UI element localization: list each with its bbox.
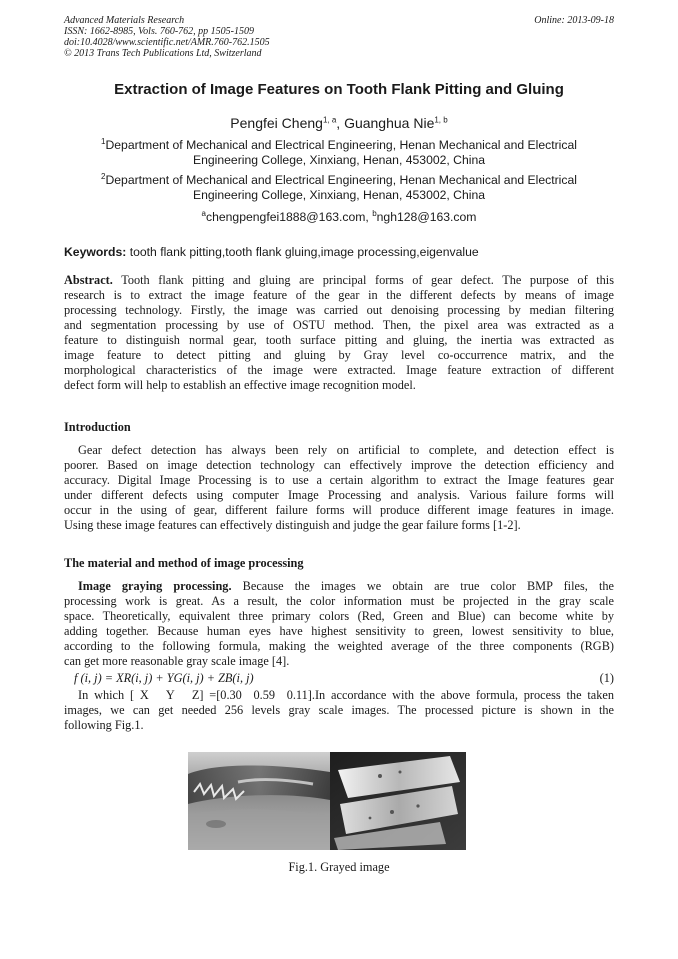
abstract-line-1	[64, 273, 614, 287]
introduction-heading: Introduction	[64, 420, 131, 434]
abstract-line-8: defect form will help to establish an effective image recognition model.	[64, 378, 416, 392]
copyright-line: © 2013 Trans Tech Publications Ltd, Switzerland	[64, 48, 262, 59]
author-sep: ,	[336, 115, 345, 131]
affiliation-1-line1: Department of Mechanical and Electrical Engineering, Henan Mechanical and Electrical	[105, 138, 577, 152]
author-1-sup: 1, a	[322, 115, 337, 125]
abstract-text-1: Tooth flank pitting and gluing are principal forms of gear defect. The purpose of this	[112, 273, 614, 287]
affiliation-2-line1: Department of Mechanical and Electrical Engineering, Henan Mechanical and Electrical	[105, 173, 577, 187]
intro-line-3: accuracy. Digital Image Processing is to use a certain algorithm to extract the Image features gear	[64, 473, 614, 487]
affiliation-1	[0, 138, 678, 168]
method-line-2: processing work is great. As a result, the color information must be projected in the gray scale	[64, 594, 614, 608]
email-a-sup: a	[201, 208, 206, 218]
issn-line: ISSN: 1662-8985, Vols. 760-762, pp 1505-1509	[64, 26, 254, 37]
online-date: Online: 2013-09-18	[534, 15, 614, 26]
method-line-1	[78, 579, 614, 593]
journal-name: Advanced Materials Research	[64, 15, 185, 26]
intro-line-2: poorer. Based on image detection technology can effectively improve the detection efficiency and	[64, 458, 614, 472]
doi-line: doi:10.4028/www.scientific.net/AMR.760-762.1505	[64, 37, 270, 48]
keywords-text: tooth flank pitting,tooth flank gluing,image processing,eigenvalue	[126, 245, 479, 259]
email-sep: ,	[365, 210, 373, 224]
affiliation-2	[0, 173, 678, 203]
method-line-5: according to the following formula, making the weighted average of the three components (RGB)	[64, 639, 614, 653]
formula: f (i, j) = XR(i, j) + YG(i, j) + ZB(i, j)	[74, 671, 254, 685]
after-line-2: images, we can get needed 256 levels gray scale images. The processed picture is shown in the	[64, 703, 614, 717]
author-2: Guanghua Nie	[344, 115, 435, 131]
abstract-label: Abstract.	[64, 273, 113, 287]
abstract-line-4: and segmentation processing by use of OSTU method. Then, the pixel area was extracted as a	[64, 318, 614, 332]
intro-line-5: occur in the using of gear, different failure forms will produce different image features in image.	[64, 503, 614, 517]
gluing-gear-image	[188, 752, 330, 850]
email-b[interactable]: ngh128@163.com	[376, 210, 477, 224]
intro-line-6: Using these image features can effectively distinguish and judge the gear failure forms [1-2].	[64, 518, 521, 532]
authors	[0, 115, 678, 131]
method-line-3: space. Theoretically, equivalent three primary colors (Red, Green and Blue) can become white by	[64, 609, 614, 623]
abstract-line-6: image feature to detect pitting and gluing by Gray level co-occurrence matrix, and the	[64, 348, 614, 362]
intro-line-1: Gear defect detection has always been rely on artificial to complete, and detection effect is	[78, 443, 614, 457]
email-b-sup: b	[372, 208, 377, 218]
formula-number: (1)	[599, 671, 614, 685]
method-text-1: Because the images we obtain are true color BMP files, the	[231, 579, 614, 593]
author-1: Pengfei Cheng	[230, 115, 323, 131]
keywords-label: Keywords:	[64, 245, 127, 259]
abstract-line-3: processing technology. Firstly, the image was carried out denoising processing by median filtering	[64, 303, 614, 317]
affiliation-1-line2: Engineering College, Xinxiang, Henan, 453002, China	[192, 153, 486, 167]
after-line-1: In which [ X Y Z] =[0.30 0.59 0.11].In accordance with the above formula, process the taken	[78, 688, 614, 702]
pitting-gear-image	[330, 752, 466, 850]
emails	[0, 210, 678, 224]
intro-line-4: under different defects using computer Image Processing and analysis. Various failure forms will	[64, 488, 614, 502]
abstract-line-5: feature to distinguish normal gear, tooth surface pitting and gluing, the inertia was extracted as	[64, 333, 614, 347]
method-sublabel: Image graying processing.	[78, 579, 232, 593]
affiliation-2-line2: Engineering College, Xinxiang, Henan, 453002, China	[192, 188, 486, 202]
paper-title: Extraction of Image Features on Tooth Flank Pitting and Gluing	[114, 81, 564, 98]
after-line-3: following Fig.1.	[64, 718, 144, 732]
figure-caption: Fig.1. Grayed image	[288, 860, 390, 874]
abstract-line-7: morphological characteristics of the image were extracted. Image feature extraction of different	[64, 363, 614, 377]
email-a[interactable]: chengpengfei1888@163.com	[206, 210, 366, 224]
method-heading: The material and method of image processing	[64, 556, 304, 570]
keywords	[64, 245, 479, 259]
method-line-6: can get more reasonable gray scale image [4].	[64, 654, 290, 668]
author-2-sup: 1, b	[434, 115, 448, 125]
affiliation-2-sup: 2	[101, 171, 106, 181]
abstract-line-2: research is to extract the image feature of the gear in the different defects by means of image	[64, 288, 614, 302]
affiliation-1-sup: 1	[101, 136, 106, 146]
method-line-4: adding together. Because human eyes have highest sensitivity to green, lowest sensitivity to blue,	[64, 624, 614, 638]
